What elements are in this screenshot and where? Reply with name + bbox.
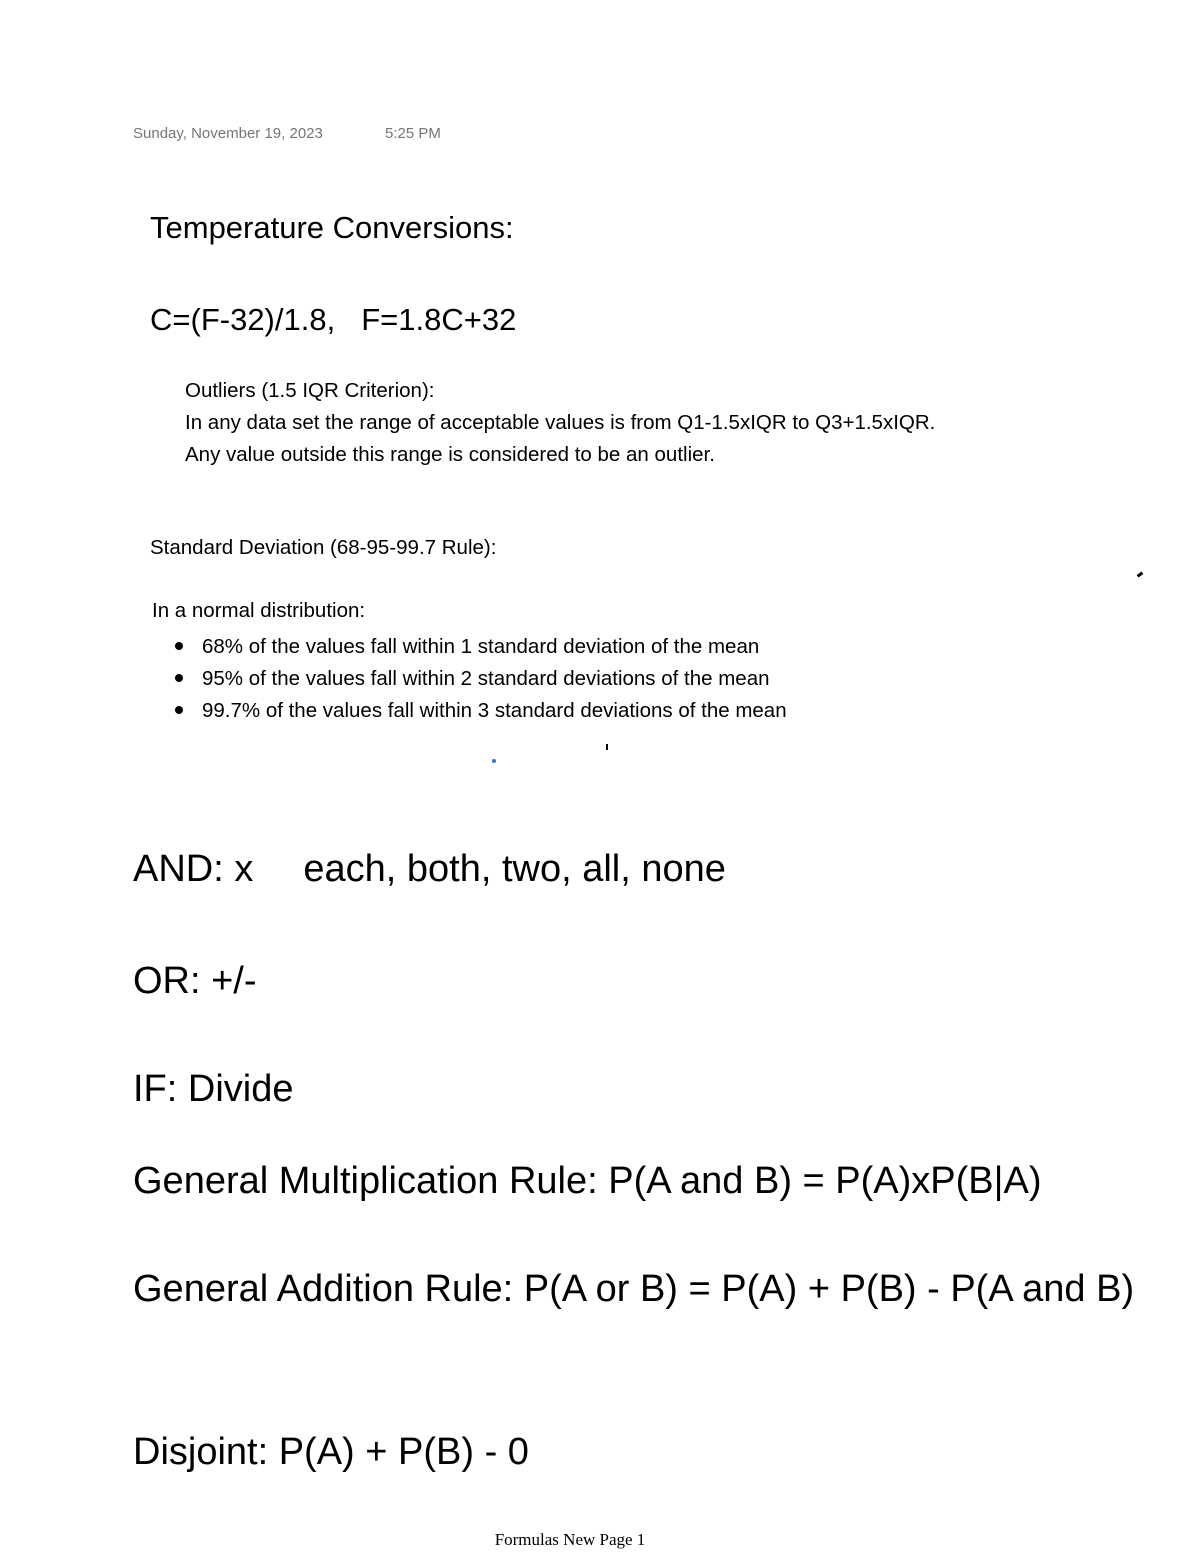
std-dev-intro: In a normal distribution: xyxy=(152,599,366,622)
outliers-section xyxy=(185,375,935,471)
multiplication-rule: General Multiplication Rule: P(A and B) = P(A)xP(B|A) xyxy=(133,1160,1042,1202)
or-rule: OR: +/- xyxy=(133,960,257,1002)
page-footer: Formulas New Page 1 xyxy=(494,1530,646,1549)
disjoint-rule: Disjoint: P(A) + P(B) - 0 xyxy=(133,1431,529,1473)
list-item-text: 99.7% of the values fall within 3 standard deviations of the mean xyxy=(202,699,787,722)
and-label: AND: x xyxy=(133,848,254,890)
stray-ink-mark xyxy=(1137,572,1144,578)
list-item-text: 95% of the values fall within 2 standard deviations of the mean xyxy=(202,667,770,690)
bullet-icon xyxy=(175,642,183,650)
outliers-line-1: In any data set the range of acceptable values is from Q1-1.5xIQR to Q3+1.5xIQR. xyxy=(185,411,936,434)
list-item xyxy=(170,695,787,727)
and-rule xyxy=(133,848,726,891)
stray-ink-mark xyxy=(492,759,496,763)
list-item xyxy=(170,663,787,695)
outliers-line-2: Any value outside this range is considered to be an outlier. xyxy=(185,443,715,466)
outliers-title: Outliers (1.5 IQR Criterion): xyxy=(185,379,435,402)
addition-rule: General Addition Rule: P(A or B) = P(A) + P(B) - P(A and B) xyxy=(133,1268,1135,1310)
celsius-formula: C=(F-32)/1.8, xyxy=(150,302,336,337)
if-rule: IF: Divide xyxy=(133,1068,294,1110)
and-keywords: each, both, two, all, none xyxy=(303,848,726,890)
std-dev-title: Standard Deviation (68-95-99.7 Rule): xyxy=(150,536,497,559)
bullet-icon xyxy=(175,674,183,682)
bullet-icon xyxy=(175,706,183,714)
fahrenheit-formula: F=1.8C+32 xyxy=(361,302,517,337)
stray-ink-mark xyxy=(606,744,608,750)
std-dev-list xyxy=(170,631,787,727)
list-item xyxy=(170,631,787,663)
temperature-title: Temperature Conversions: xyxy=(150,210,514,245)
note-time: 5:25 PM xyxy=(385,125,441,142)
temperature-formulas xyxy=(150,302,516,338)
note-date: Sunday, November 19, 2023 xyxy=(133,125,323,142)
list-item-text: 68% of the values fall within 1 standard deviation of the mean xyxy=(202,635,760,658)
